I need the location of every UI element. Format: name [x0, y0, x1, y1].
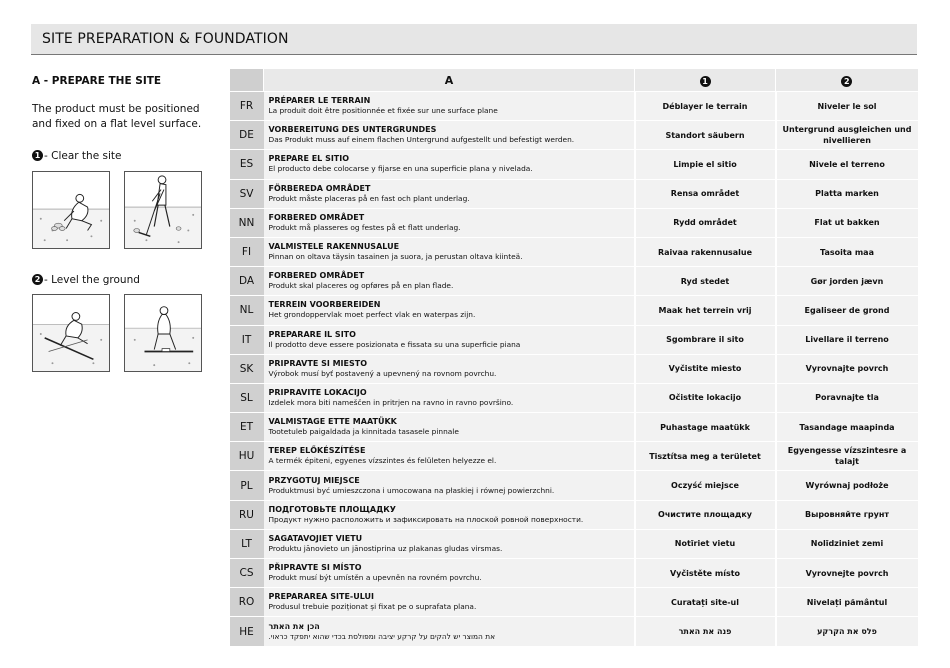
step-2-cell: Tasandage maapinda — [776, 413, 918, 442]
language-code: HE — [230, 617, 264, 646]
description-cell — [264, 237, 635, 266]
row-text: Produktmusi być umieszczona i umocowana na płaskiej i równej powierzchni. — [268, 485, 555, 495]
row-title: VALMISTAGE ETTE MAATÜKK — [268, 417, 397, 427]
description-cell — [264, 92, 635, 121]
step-1-cell: Curatați site-ul — [635, 588, 776, 617]
row-title: FÖRBEREDA OMRÅDET — [268, 183, 371, 193]
row-text: Produkt musí být umístěn a upevněn na rovném povrchu. — [268, 573, 482, 583]
description-cell — [264, 413, 635, 442]
step-2-cell: פלס את הקרקע — [776, 617, 918, 646]
row-title: ПОДГОТОВЬТЕ ПЛОЩАДКУ — [268, 504, 396, 514]
step-1-cell: Очистите площадку — [635, 500, 776, 529]
row-text: La produit doit être positionnée et fixée sur une surface plane — [268, 106, 498, 116]
table-row — [230, 121, 918, 150]
row-title: PREPARARE IL SITO — [268, 329, 356, 339]
table-row — [230, 237, 918, 266]
step-2-cell: Gør jorden jævn — [776, 267, 918, 296]
row-text: Výrobok musí byť postavený a upevnený na rovnom povrchu. — [268, 368, 497, 378]
step-number-badge: 2 — [32, 274, 43, 285]
step-2-cell: Nivele el terreno — [776, 150, 918, 179]
row-text: Produkt skal placeres og opføres på en plan flade. — [268, 281, 454, 291]
row-text: Pinnan on oltava täysin tasainen ja suora, ja perustan oltava kiinteä. — [268, 252, 523, 262]
step-1-cell: Rensa området — [635, 179, 776, 208]
description-cell — [264, 267, 635, 296]
table-row — [230, 617, 918, 646]
illustration-clear-site-2 — [124, 171, 202, 249]
description-cell — [264, 559, 635, 588]
description-cell — [264, 354, 635, 383]
row-text: Izdelek mora biti nameščen in pritrjen na ravno in ravno površino. — [268, 397, 514, 407]
step-1 — [32, 150, 121, 162]
table-row — [230, 267, 918, 296]
row-text: Produktu jānovieto un jānostiprina uz plakanas gludas virsmas. — [268, 543, 503, 553]
row-title: PREPARAREA SITE-ULUI — [268, 592, 375, 602]
language-code: SV — [230, 179, 264, 208]
description-cell — [264, 179, 635, 208]
table-row — [230, 559, 918, 588]
table-row — [230, 383, 918, 412]
illustration-level-ground-2 — [124, 294, 202, 372]
row-text: El producto debe colocarse y fijarse en una superficie plana y nivelada. — [268, 164, 533, 174]
illustration-level-ground-1 — [32, 294, 110, 372]
row-text: Il prodotto deve essere posizionata e fissata su una superficie piana — [268, 339, 521, 349]
step-2-cell: Niveler le sol — [776, 92, 918, 121]
table-row — [230, 413, 918, 442]
description-cell — [264, 325, 635, 354]
step-1-cell: Déblayer le terrain — [635, 92, 776, 121]
row-title: PŘIPRAVTE SI MÍSTO — [268, 563, 362, 573]
step-1-cell: Ryd stedet — [635, 267, 776, 296]
description-cell — [264, 529, 635, 558]
step-1-cell: Vyčistite miesto — [635, 354, 776, 383]
table-row — [230, 325, 918, 354]
step-1-cell: Očistite lokacijo — [635, 383, 776, 412]
step-2-cell: Untergrund ausgleichen und nivellieren — [776, 121, 918, 150]
table-row — [230, 208, 918, 237]
language-code: HU — [230, 442, 264, 471]
step-1-cell: Tisztítsa meg a területet — [635, 442, 776, 471]
step-1-cell: Oczyść miejsce — [635, 471, 776, 500]
step-1-cell: Limpie el sitio — [635, 150, 776, 179]
table-row — [230, 442, 918, 471]
language-code: SL — [230, 383, 264, 412]
step-2-cell: Vyrovnajte povrch — [776, 354, 918, 383]
step-2 — [32, 274, 140, 286]
row-title: VORBEREITUNG DES UNTERGRUNDES — [268, 125, 437, 135]
step-1-cell: Vyčistěte místo — [635, 559, 776, 588]
header-corner — [230, 69, 264, 92]
description-cell — [264, 121, 635, 150]
step-2-cell: Wyrównaj podłoże — [776, 471, 918, 500]
step-2-cell: Vyrovnejte povrch — [776, 559, 918, 588]
step-1-cell: Maak het terrein vrij — [635, 296, 776, 325]
row-title: PRIPRAVTE SI MIESTO — [268, 358, 368, 368]
row-text: Produkt må plasseres og festes på et flatt underlag. — [268, 222, 461, 232]
language-code: CS — [230, 559, 264, 588]
description-cell — [264, 383, 635, 412]
language-code: NN — [230, 208, 264, 237]
row-title: FORBERED OMRÅDET — [268, 271, 365, 281]
row-text: את המוצר יש להקים על קרקע יציבה ומפולסת בכדי שהוא יתפקד כראוי. — [268, 631, 496, 641]
language-code: SK — [230, 354, 264, 383]
step-label: - Level the ground — [44, 274, 140, 286]
step-2-cell: Egaliseer de grond — [776, 296, 918, 325]
row-text: A termék épiteni, egyenes vízszintes és felületen helyezze el. — [268, 456, 497, 466]
table-row — [230, 179, 918, 208]
step-2-cell: Platta marken — [776, 179, 918, 208]
header-step-1: 1 — [635, 69, 776, 92]
row-title: הכן את האתר — [268, 621, 320, 631]
table-row — [230, 529, 918, 558]
table-row — [230, 588, 918, 617]
step-2-cell: Flat ut bakken — [776, 208, 918, 237]
header-description: A — [264, 69, 635, 92]
step-1-cell: פנה את האתר — [635, 617, 776, 646]
description-cell — [264, 296, 635, 325]
intro-text: The product must be positioned and fixed on a flat level surface. — [32, 103, 202, 130]
description-cell — [264, 150, 635, 179]
page-title: SITE PREPARATION & FOUNDATION — [42, 31, 289, 47]
table-header-row — [230, 69, 918, 92]
row-text: Tootetuleb paigaldada ja kinnitada tasasele pinnale — [268, 427, 459, 437]
row-text: Het grondoppervlak moet perfect vlak en waterpas zijn. — [268, 310, 476, 320]
row-title: TERREIN VOORBEREIDEN — [268, 300, 381, 310]
table-row — [230, 354, 918, 383]
row-text: Produsul trebuie poziționat și fixat pe o suprafata plana. — [268, 602, 477, 612]
step-1-cell: Raivaa rakennusalue — [635, 237, 776, 266]
language-code: ES — [230, 150, 264, 179]
step-2-cell: Poravnajte tla — [776, 383, 918, 412]
illustration-clear-site-1 — [32, 171, 110, 249]
page-header — [31, 24, 917, 55]
language-code: PL — [230, 471, 264, 500]
step-2-cell: Tasoita maa — [776, 237, 918, 266]
step-1-cell: Standort säubern — [635, 121, 776, 150]
row-title: FORBERED OMRÅDET — [268, 212, 365, 222]
table-row — [230, 92, 918, 121]
header-step-2: 2 — [776, 69, 918, 92]
row-title: PRIPRAVITE LOKACIJO — [268, 387, 367, 397]
row-text: Продукт нужно расположить и зафиксировать на плоской ровной поверхности. — [268, 514, 584, 524]
table-row — [230, 150, 918, 179]
language-code: DA — [230, 267, 264, 296]
row-text: Produkt måste placeras på en fast och plant underlag. — [268, 193, 470, 203]
step-label: - Clear the site — [44, 150, 122, 162]
language-code: IT — [230, 325, 264, 354]
step-1-cell: Notīriet vietu — [635, 529, 776, 558]
language-code: RU — [230, 500, 264, 529]
language-code: FR — [230, 92, 264, 121]
row-title: PREPARE EL SITIO — [268, 154, 350, 164]
step-number-badge: 1 — [32, 150, 43, 161]
description-cell — [264, 442, 635, 471]
section-title: A - PREPARE THE SITE — [32, 75, 162, 87]
language-code: ET — [230, 413, 264, 442]
row-title: PRZYGOTUJ MIEJSCE — [268, 475, 360, 485]
row-title: TEREP ELŐKÉSZÍTÉSE — [268, 446, 366, 456]
table-row — [230, 296, 918, 325]
language-code: LT — [230, 529, 264, 558]
step-2-cell: Nivelați pământul — [776, 588, 918, 617]
step-1-cell: Sgombrare il sito — [635, 325, 776, 354]
step-1-cell: Puhastage maatükk — [635, 413, 776, 442]
language-code: DE — [230, 121, 264, 150]
step-2-cell: Nolīdziniet zemi — [776, 529, 918, 558]
language-code: NL — [230, 296, 264, 325]
step-1-cell: Rydd området — [635, 208, 776, 237]
step-2-cell: Livellare il terreno — [776, 325, 918, 354]
translations-table — [229, 68, 918, 646]
description-cell — [264, 500, 635, 529]
row-title: PRÉPARER LE TERRAIN — [268, 96, 371, 106]
step-2-cell: Выровняйте грунт — [776, 500, 918, 529]
table-row — [230, 500, 918, 529]
language-code: FI — [230, 237, 264, 266]
description-cell — [264, 208, 635, 237]
row-text: Das Produkt muss auf einem flachen Untergrund aufgestellt und befestigt werden. — [268, 135, 575, 145]
row-title: SAGATAVOJIET VIETU — [268, 533, 363, 543]
description-cell — [264, 471, 635, 500]
table-row — [230, 471, 918, 500]
language-code: RO — [230, 588, 264, 617]
description-cell — [264, 617, 635, 646]
step-2-cell: Egyengesse vízszintesre a talajt — [776, 442, 918, 471]
row-title: VALMISTELE RAKENNUSALUE — [268, 242, 400, 252]
description-cell — [264, 588, 635, 617]
